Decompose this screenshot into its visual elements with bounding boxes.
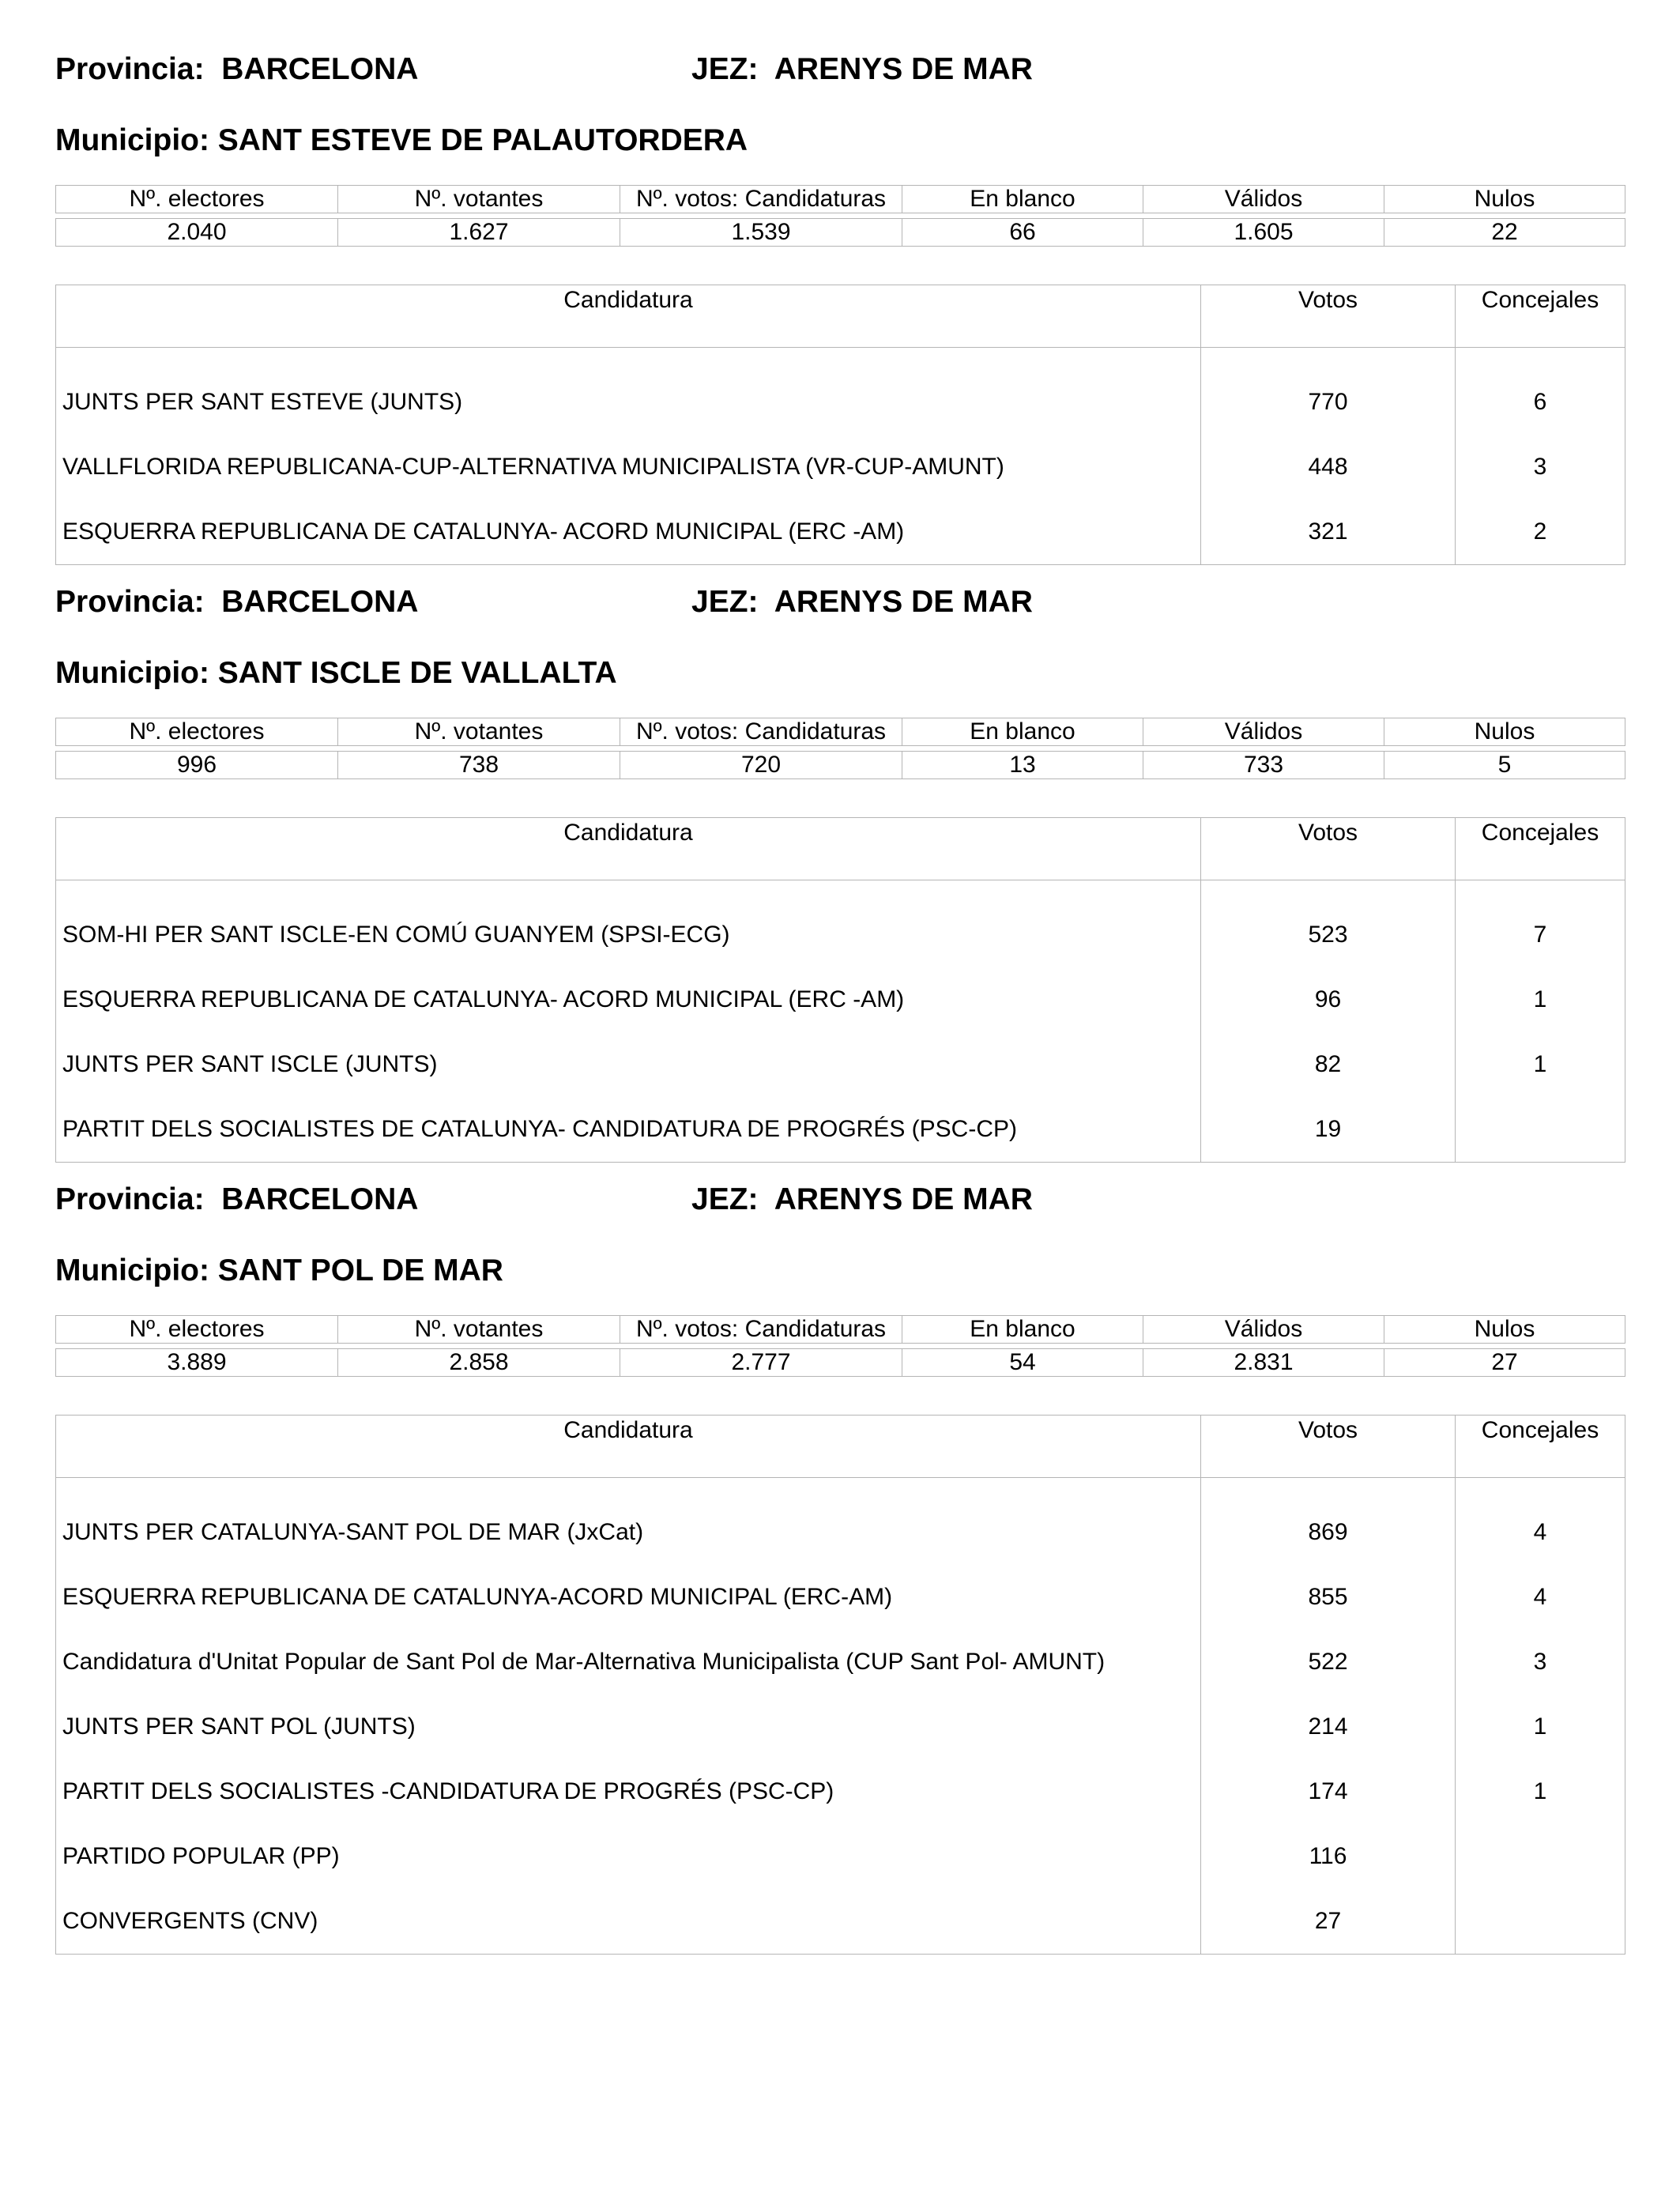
candidate-votos: 321 [1201,499,1456,565]
candidaturas-table [55,285,1625,565]
value-nulos: 22 [1384,219,1625,247]
candidate-concejales [1456,1889,1625,1955]
candidaturas-header-row [56,285,1625,348]
header-votantes: Nº. votantes [338,718,620,746]
table-row [56,499,1625,565]
header-en-blanco: En blanco [902,718,1143,746]
stats-value-row [56,1349,1625,1377]
value-votantes: 2.858 [338,1349,620,1377]
candidate-concejales [1456,1097,1625,1163]
stats-header-row [56,718,1625,746]
stats-header-row [56,1316,1625,1344]
candidate-concejales: 3 [1456,1630,1625,1695]
header-nulos: Nulos [1384,718,1625,746]
table-row [56,1032,1625,1097]
header-electores: Nº. electores [56,718,338,746]
value-validos: 733 [1143,752,1384,779]
candidate-votos: 214 [1201,1695,1456,1759]
candidate-votos: 855 [1201,1565,1456,1630]
header-en-blanco: En blanco [902,1316,1143,1344]
candidaturas-table [55,817,1625,1163]
stats-value-row [56,752,1625,779]
stats-table [55,1315,1625,1377]
candidate-votos: 869 [1201,1500,1456,1565]
candidate-concejales: 4 [1456,1500,1625,1565]
value-votos-candidaturas: 2.777 [620,1349,902,1377]
value-electores: 2.040 [56,219,338,247]
candidate-name: PARTIT DELS SOCIALISTES DE CATALUNYA- CANDIDATURA DE PROGRÉS (PSC-CP) [56,1097,1201,1163]
candidate-concejales: 1 [1456,967,1625,1032]
municipio-title: Municipio: SANT ESTEVE DE PALAUTORDERA [55,123,748,157]
header-concejales: Concejales [1456,818,1625,880]
candidate-votos: 448 [1201,435,1456,499]
provincia-label: Provincia: BARCELONA [55,585,419,619]
candidate-concejales: 7 [1456,903,1625,967]
header-votos-candidaturas: Nº. votos: Candidaturas [620,1316,902,1344]
stats-value-row [56,219,1625,247]
candidate-name: CONVERGENTS (CNV) [56,1889,1201,1955]
header-candidatura: Candidatura [56,285,1201,348]
candidate-votos: 27 [1201,1889,1456,1955]
value-en-blanco: 66 [902,219,1143,247]
header-votos-candidaturas: Nº. votos: Candidaturas [620,186,902,213]
header-concejales: Concejales [1456,285,1625,348]
provincia-label: Provincia: BARCELONA [55,1182,419,1216]
municipio-title: Municipio: SANT ISCLE DE VALLALTA [55,656,617,690]
candidate-concejales: 1 [1456,1759,1625,1824]
header-votantes: Nº. votantes [338,186,620,213]
header-votos: Votos [1201,285,1456,348]
candidate-votos: 19 [1201,1097,1456,1163]
candidate-concejales: 3 [1456,435,1625,499]
candidate-concejales: 1 [1456,1032,1625,1097]
candidate-votos: 174 [1201,1759,1456,1824]
header-validos: Válidos [1143,1316,1384,1344]
candidate-name: ESQUERRA REPUBLICANA DE CATALUNYA- ACORD MUNICIPAL (ERC -AM) [56,499,1201,565]
table-row [56,903,1625,967]
candidate-concejales: 6 [1456,370,1625,435]
stats-table [55,718,1625,779]
header-validos: Válidos [1143,186,1384,213]
candidate-concejales: 1 [1456,1695,1625,1759]
candidate-name: ESQUERRA REPUBLICANA DE CATALUNYA-ACORD MUNICIPAL (ERC-AM) [56,1565,1201,1630]
candidate-name: PARTIT DELS SOCIALISTES -CANDIDATURA DE PROGRÉS (PSC-CP) [56,1759,1201,1824]
jez-label: JEZ: ARENYS DE MAR [691,1182,1033,1216]
jez-label: JEZ: ARENYS DE MAR [691,585,1033,619]
value-nulos: 27 [1384,1349,1625,1377]
candidate-concejales: 2 [1456,499,1625,565]
candidate-name: JUNTS PER SANT ESTEVE (JUNTS) [56,370,1201,435]
table-row [56,1695,1625,1759]
stats-header-row [56,186,1625,213]
municipio-title: Municipio: SANT POL DE MAR [55,1253,503,1287]
header-votantes: Nº. votantes [338,1316,620,1344]
value-en-blanco: 54 [902,1349,1143,1377]
header-nulos: Nulos [1384,186,1625,213]
header-concejales: Concejales [1456,1416,1625,1478]
value-nulos: 5 [1384,752,1625,779]
header-nulos: Nulos [1384,1316,1625,1344]
candidate-name: VALLFLORIDA REPUBLICANA-CUP-ALTERNATIVA MUNICIPALISTA (VR-CUP-AMUNT) [56,435,1201,499]
header-candidatura: Candidatura [56,818,1201,880]
value-votantes: 738 [338,752,620,779]
header-votos: Votos [1201,1416,1456,1478]
table-row [56,1630,1625,1695]
provincia-label: Provincia: BARCELONA [55,52,419,86]
stats-table [55,185,1625,247]
candidate-votos: 82 [1201,1032,1456,1097]
header-electores: Nº. electores [56,1316,338,1344]
value-votos-candidaturas: 1.539 [620,219,902,247]
table-row [56,1824,1625,1889]
candidate-concejales: 4 [1456,1565,1625,1630]
value-en-blanco: 13 [902,752,1143,779]
value-electores: 996 [56,752,338,779]
candidate-name: JUNTS PER CATALUNYA-SANT POL DE MAR (JxCat) [56,1500,1201,1565]
value-validos: 2.831 [1143,1349,1384,1377]
value-votos-candidaturas: 720 [620,752,902,779]
candidate-name: ESQUERRA REPUBLICANA DE CATALUNYA- ACORD MUNICIPAL (ERC -AM) [56,967,1201,1032]
table-row [56,1889,1625,1955]
jez-label: JEZ: ARENYS DE MAR [691,52,1033,86]
candidate-votos: 522 [1201,1630,1456,1695]
candidaturas-table [55,1415,1625,1955]
table-row [56,1759,1625,1824]
header-en-blanco: En blanco [902,186,1143,213]
candidate-name: Candidatura d'Unitat Popular de Sant Pol de Mar-Alternativa Municipalista (CUP Sant Pol- AMUNT) [56,1630,1201,1695]
candidaturas-header-row [56,818,1625,880]
candidate-votos: 116 [1201,1824,1456,1889]
header-votos-candidaturas: Nº. votos: Candidaturas [620,718,902,746]
candidate-votos: 523 [1201,903,1456,967]
header-validos: Válidos [1143,718,1384,746]
candidate-votos: 770 [1201,370,1456,435]
candidaturas-header-row [56,1416,1625,1478]
header-electores: Nº. electores [56,186,338,213]
candidate-name: JUNTS PER SANT ISCLE (JUNTS) [56,1032,1201,1097]
candidate-votos: 96 [1201,967,1456,1032]
candidate-name: PARTIDO POPULAR (PP) [56,1824,1201,1889]
table-row [56,1565,1625,1630]
table-row [56,435,1625,499]
candidate-name: SOM-HI PER SANT ISCLE-EN COMÚ GUANYEM (SPSI-ECG) [56,903,1201,967]
header-votos: Votos [1201,818,1456,880]
value-validos: 1.605 [1143,219,1384,247]
table-row [56,370,1625,435]
value-votantes: 1.627 [338,219,620,247]
table-row [56,1500,1625,1565]
candidate-concejales [1456,1824,1625,1889]
value-electores: 3.889 [56,1349,338,1377]
table-row [56,967,1625,1032]
header-candidatura: Candidatura [56,1416,1201,1478]
table-row [56,1097,1625,1163]
candidate-name: JUNTS PER SANT POL (JUNTS) [56,1695,1201,1759]
